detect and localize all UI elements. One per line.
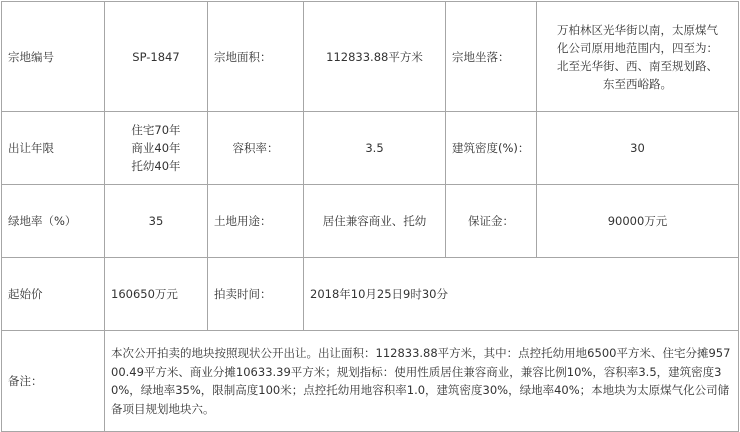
parcel-number-value: SP-1847	[105, 2, 208, 112]
lease-term-line: 住宅70年	[131, 123, 181, 137]
parcel-location-value	[537, 2, 739, 112]
parcel-location-line: 万柏林区光华街以南，太原煤气	[557, 22, 718, 37]
green-ratio-label: 绿地率（%）	[2, 185, 105, 258]
table-row	[2, 185, 739, 258]
land-use-value: 居住兼容商业、托幼	[304, 185, 446, 258]
deposit-label: 保证金：	[446, 185, 537, 258]
parcel-location-line: 化公司原用地范围内，四至为：	[557, 40, 718, 55]
remarks-text: 本次公开拍卖的地块按照现状公开出让。出让面积：112833.88平方米，其中：点控托幼用地6500平方米、住宅分摊95700.49平方米、商业分摊10633.39平方米；规划指标：使用性质居住兼容商业，兼容比例10%，容积率3.5，建筑密度30%，绿地率35%，限制高度100米；点控托幼用地容积率1.0，建筑密度30%，绿地率40%；本地块为太原煤气化公司储备项目规划地块六。	[105, 331, 739, 432]
parcel-area-label: 宗地面积：	[208, 2, 304, 112]
lease-term-label: 出让年限	[2, 112, 105, 185]
parcel-location-line: 东至西峪路。	[603, 76, 672, 91]
table-row	[2, 112, 739, 185]
table-row	[2, 258, 739, 331]
green-ratio-value: 35	[105, 185, 208, 258]
plot-ratio-value: 3.5	[304, 112, 446, 185]
auction-time-value: 2018年10月25日9时30分	[304, 258, 739, 331]
table-row	[2, 2, 739, 112]
plot-ratio-label: 容积率：	[208, 112, 304, 185]
lease-term-line: 托幼40年	[131, 159, 181, 173]
starting-price-label: 起始价	[2, 258, 105, 331]
lease-term-value	[105, 112, 208, 185]
land-info-table	[1, 1, 739, 432]
building-density-label: 建筑密度(%)：	[446, 112, 537, 185]
parcel-location-label: 宗地坐落：	[446, 2, 537, 112]
auction-time-label: 拍卖时间：	[208, 258, 304, 331]
starting-price-value: 160650万元	[105, 258, 208, 331]
building-density-value: 30	[537, 112, 739, 185]
parcel-location-line: 北至光华街、西、南至规划路、	[557, 58, 718, 73]
land-use-label: 土地用途：	[208, 185, 304, 258]
lease-term-line: 商业40年	[131, 141, 181, 155]
remarks-label: 备注：	[2, 331, 105, 432]
deposit-value: 90000万元	[537, 185, 739, 258]
parcel-area-value: 112833.88平方米	[304, 2, 446, 112]
table-row	[2, 331, 739, 432]
parcel-number-label: 宗地编号	[2, 2, 105, 112]
